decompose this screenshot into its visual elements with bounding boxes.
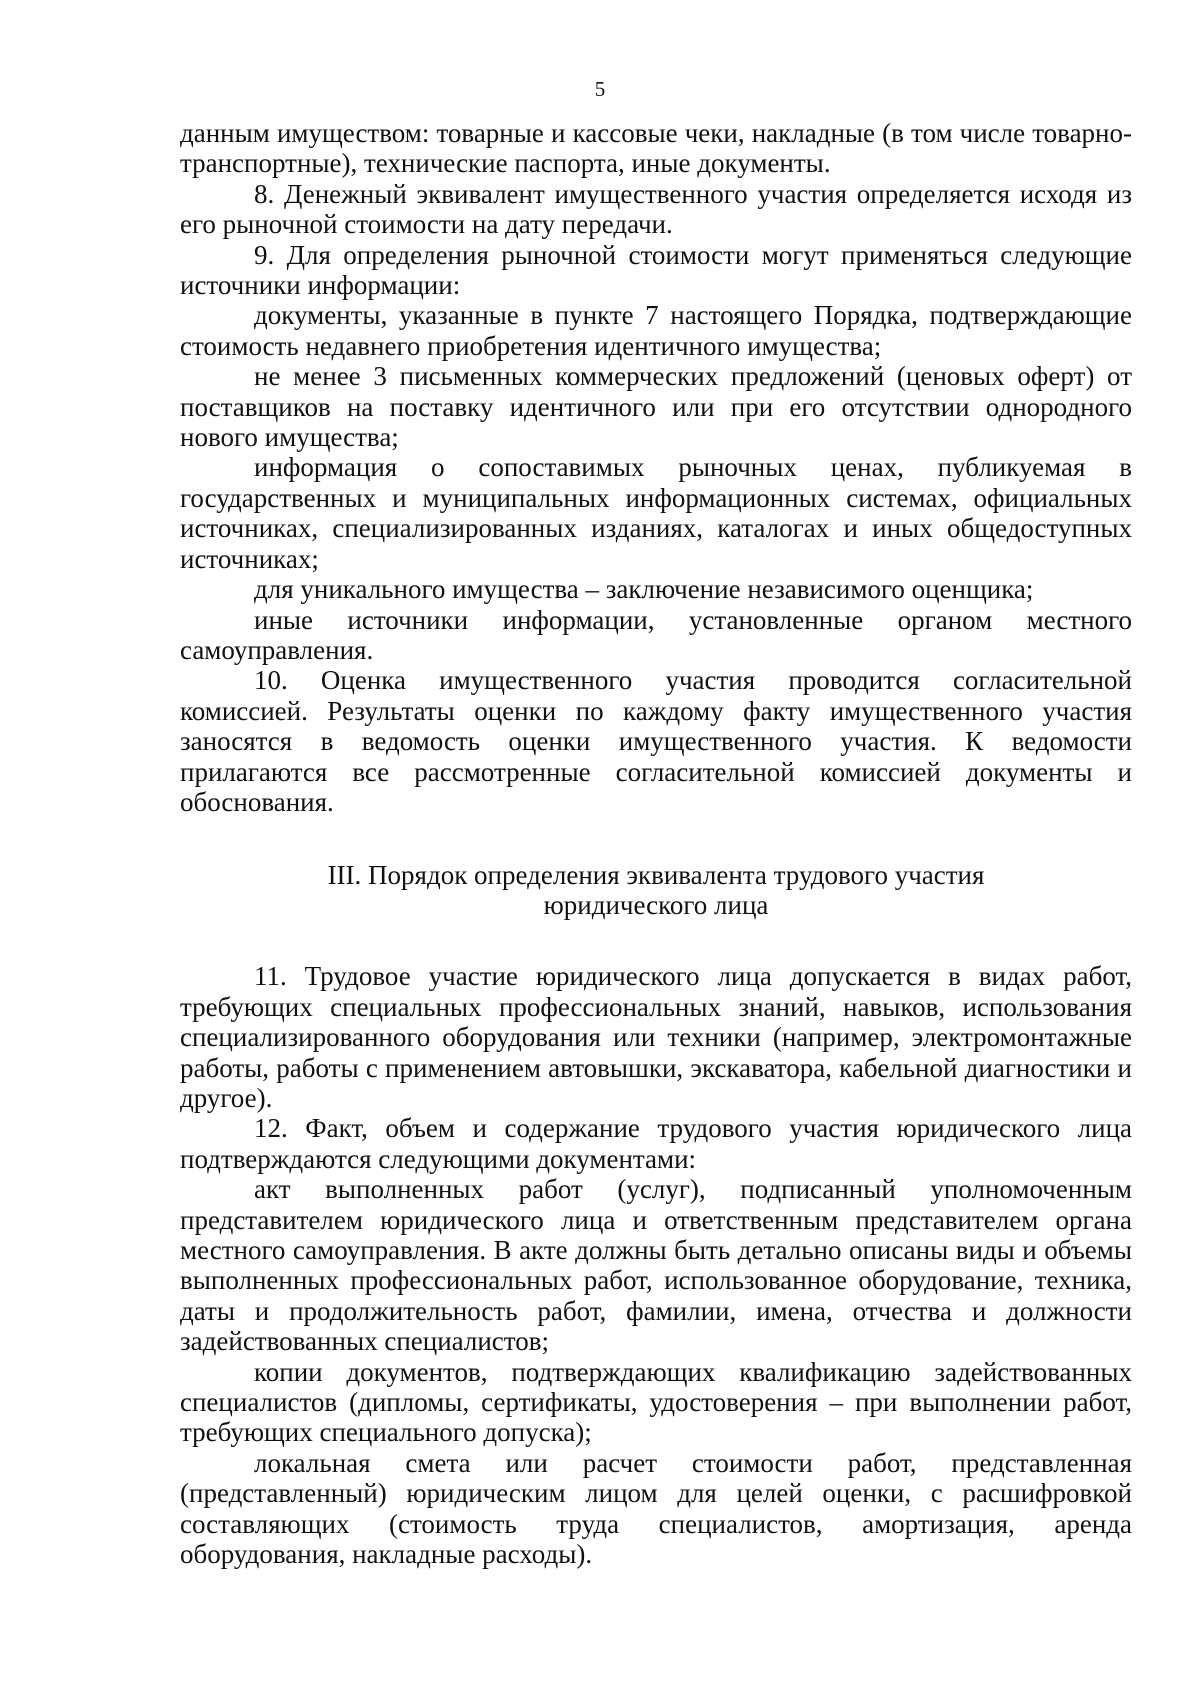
section-heading-line-1: III. Порядок определения эквивалента трудового участия (327, 860, 985, 891)
document-body (180, 118, 1132, 1569)
page-number: 5 (594, 77, 606, 101)
paragraph-act-of-works: акт выполненных работ (услуг), подписанный уполномоченным представителем юридического лица и ответственным представителем органа местного самоуправления. В акте должны быть детально описаны виды и объемы выполненных профессиональных работ, использованное оборудование, техника, даты и продолжительность работ, фамилии, имена, отчества и должности задействованных специалистов; (180, 1174, 1132, 1357)
paragraph-item-12: 12. Факт, объем и содержание трудового участия юридического лица подтверждаются следующими документами: (180, 1113, 1132, 1174)
paragraph-source-documents: документы, указанные в пункте 7 настоящего Порядка, подтверждающие стоимость недавнего приобретения идентичного имущества; (180, 300, 1132, 361)
section-spacer (180, 920, 1132, 961)
paragraph-continuation: данным имуществом: товарные и кассовые чеки, накладные (в том числе товарно-транспортные), технические паспорта, иные документы. (180, 118, 1132, 179)
paragraph-source-offers: не менее 3 письменных коммерческих предложений (ценовых оферт) от поставщиков на поставку идентичного или при его отсутствии однородного нового имущества; (180, 361, 1132, 453)
paragraph-item-9: 9. Для определения рыночной стоимости могут применяться следующие источники информации: (180, 239, 1132, 301)
paragraph-qualification-copies: копии документов, подтверждающих квалификацию задействованных специалистов (дипломы, сертификаты, удостоверения – при выполнении работ, требующих специального допуска); (180, 1356, 1132, 1448)
section-heading-line-2: юридического лица (543, 890, 769, 921)
paragraph-item-10: 10. Оценка имущественного участия проводится согласительной комиссией. Результаты оценки по каждому факту имущественного участия заносятся в ведомость оценки имущественного участия. К ведомости прилагаются все рассмотренные согласительной комиссией документы и обоснования. (180, 665, 1132, 817)
paragraph-source-other: иные источники информации, установленные органом местного самоуправления. (180, 604, 1132, 665)
paragraph-item-8: 8. Денежный эквивалент имущественного участия определяется исходя из его рыночной стоимости на дату передачи. (180, 178, 1132, 240)
paragraph-local-estimate: локальная смета или расчет стоимости работ, представленная (представленный) юридическим лицом для целей оценки, с расшифровкой составляющих (стоимость труда специалистов, амортизация, аренда оборудования, накладные расходы). (180, 1447, 1132, 1570)
section-heading (180, 860, 1132, 920)
paragraph-item-11: 11. Трудовое участие юридического лица допускается в видах работ, требующих специальных профессиональных знаний, навыков, использования специализированного оборудования или техники (например, электромонтажные работы, работы с применением автовышки, экскаватора, кабельной диагностики и другое). (180, 961, 1132, 1113)
paragraph-source-market-prices: информация о сопоставимых рыночных ценах, публикуемая в государственных и муниципальных информационных системах, официальных источниках, специализированных изданиях, каталогах и иных общедоступных источниках; (180, 452, 1132, 574)
paragraph-source-appraiser: для уникального имущества – заключение независимого оценщика; (254, 574, 1034, 605)
